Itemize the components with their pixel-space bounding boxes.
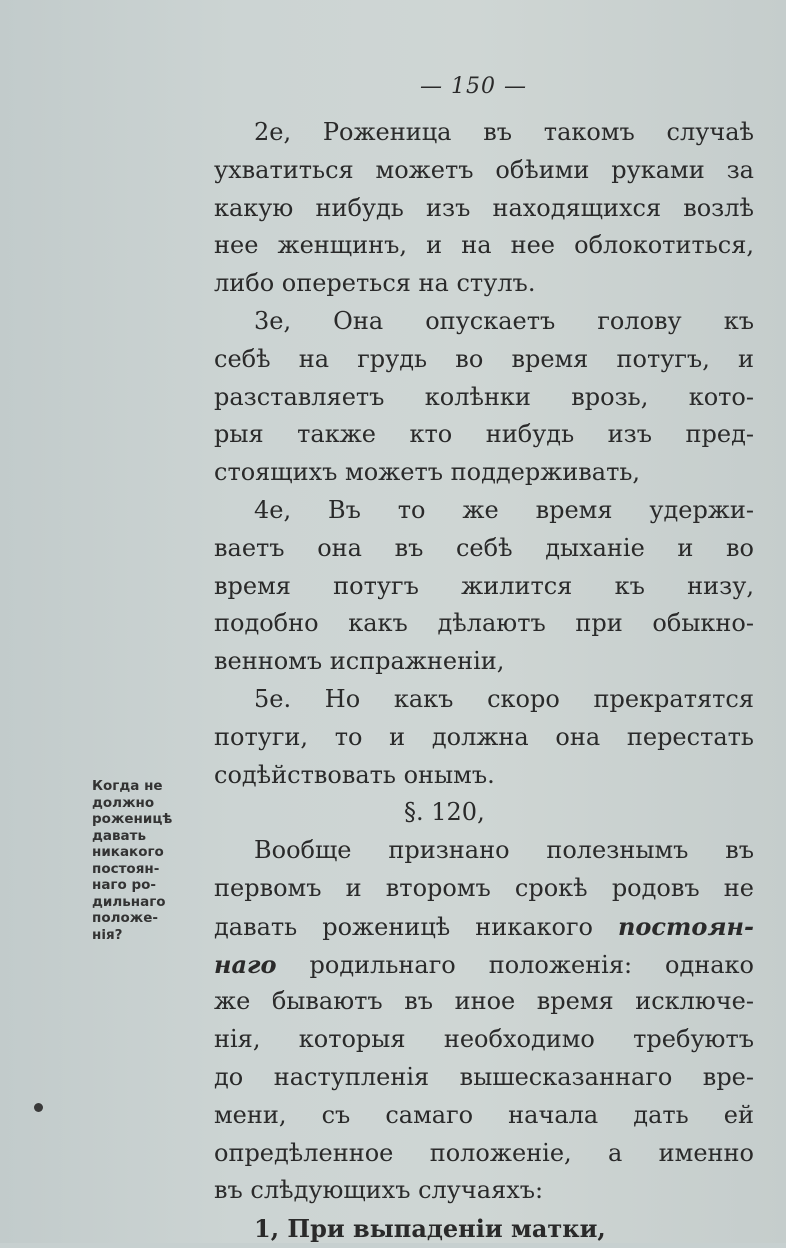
text-line: стоящихъ можетъ поддерживать, — [214, 458, 641, 487]
text-line: 5е. Но какъ скоро прекратятся — [254, 684, 754, 713]
margin-note-line: наго ро- — [92, 877, 157, 893]
text-line: первомъ и второмъ срокѣ родовъ не — [214, 873, 754, 902]
margin-note-line: Когда не — [92, 778, 163, 794]
ink-spot — [34, 1103, 43, 1112]
text-line: венномъ испражненіи, — [214, 647, 505, 676]
text-line: Вообще признано полезнымъ въ — [254, 836, 754, 865]
text-line: мени, съ самаго начала дать ей — [214, 1100, 754, 1129]
margin-note-line: нія? — [92, 926, 123, 943]
text-line: либо опереться на стулъ. — [214, 269, 536, 298]
margin-note-line: положе- — [92, 910, 158, 926]
text-line: рыя также кто нибудь изъ пред- — [214, 420, 754, 449]
text-line: 1, При выпаденіи матки, — [254, 1214, 606, 1244]
text-line: 3е, Она опускаетъ голову къ — [254, 306, 754, 335]
text-line: до наступленія вышесказаннаго вре- — [214, 1062, 754, 1091]
italic-word: постоян- — [617, 911, 754, 941]
margin-note-line: роженицѣ — [92, 811, 173, 827]
text-line: разставляетъ колѣнки врозь, кото- — [214, 382, 754, 411]
text-line — [214, 908, 754, 946]
text-line: ухватиться можетъ обѣими руками за — [214, 155, 754, 184]
margin-note-line: никакого — [92, 844, 164, 860]
text-line: себѣ на грудь во время потугъ, и — [214, 344, 754, 373]
text-line — [214, 946, 754, 984]
text-line: въ слѣдующихъ случаяхъ: — [214, 1176, 544, 1205]
text-line: подобно какъ дѣлаютъ при обыкно- — [214, 609, 754, 638]
margin-note — [92, 778, 202, 943]
margin-note-line: дильнаго — [92, 893, 166, 910]
margin-note-line: постоян- — [92, 860, 160, 877]
section-heading: §. 120, — [404, 798, 485, 827]
text-segment: родильнаго положенія: однако — [276, 950, 754, 979]
text-line: какую нибудь изъ находящихся возлѣ — [214, 193, 754, 222]
text-line: потуги, то и должна она перестать — [214, 722, 754, 751]
italic-word: наго — [214, 949, 277, 979]
body-text — [214, 114, 754, 1248]
text-segment: давать роженицѣ никакого — [214, 912, 618, 941]
margin-note-line: давать — [92, 827, 147, 844]
text-line: 2е, Роженица въ такомъ случаѣ — [254, 118, 754, 146]
text-line: опредѣленное положеніе, а именно — [214, 1138, 754, 1167]
text-line: нія, которыя необходимо требуютъ — [214, 1025, 754, 1054]
text-line: же бываютъ въ иное время исключе- — [214, 987, 754, 1016]
page-number: — 150 — — [420, 74, 527, 99]
text-line: содѣйствовать онымъ. — [214, 760, 495, 789]
text-line: нее женщинъ, и на нее облокотиться, — [214, 231, 754, 260]
margin-note-line: должно — [92, 794, 155, 811]
text-line: 4е, Въ то же время удержи- — [254, 495, 754, 524]
text-line: время потугъ жилится къ низу, — [214, 571, 754, 600]
text-line: ваетъ она въ себѣ дыханіе и во — [214, 533, 754, 562]
